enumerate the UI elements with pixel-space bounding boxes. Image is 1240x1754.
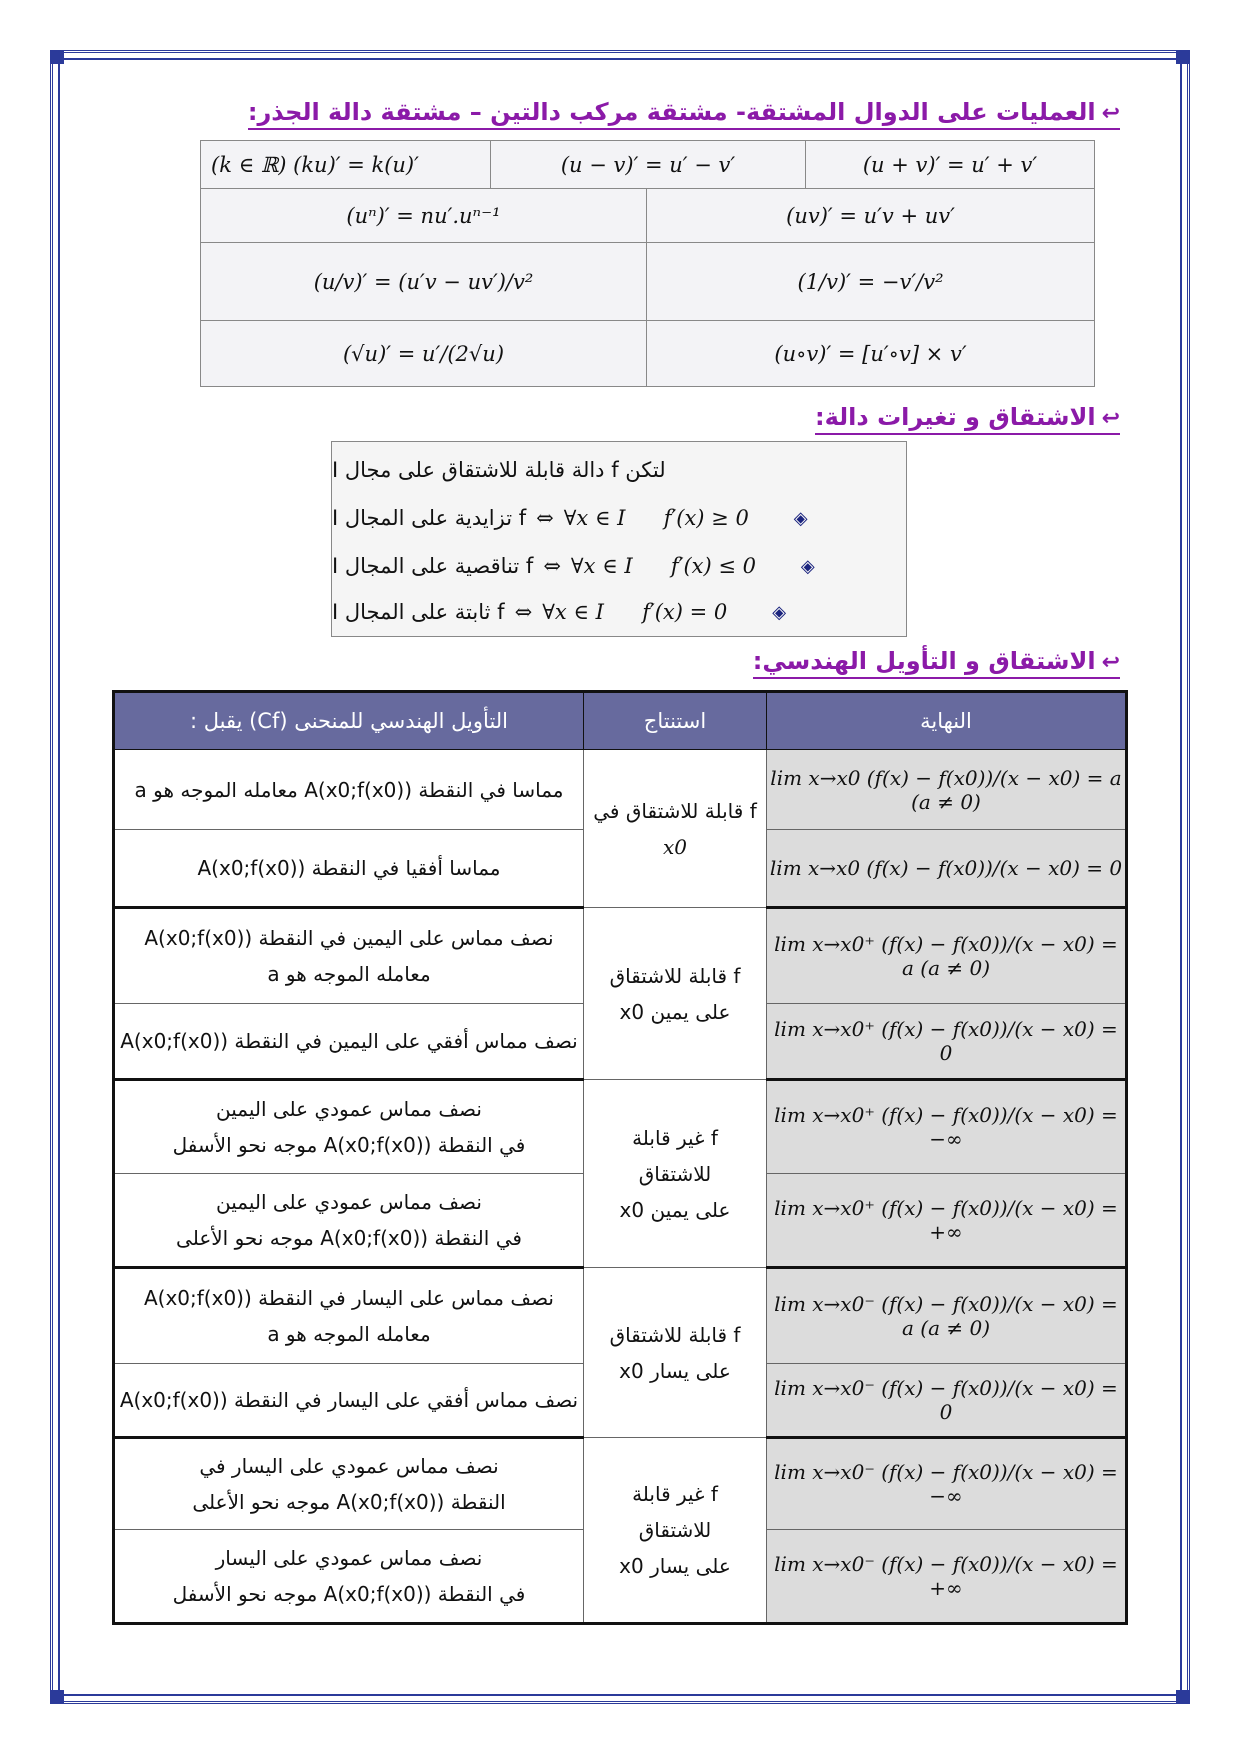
rule-cell: (u∘v)′ = [u′∘v] × v′ xyxy=(647,321,1095,387)
limit-cell xyxy=(767,1438,1127,1530)
variation-condition: f′(x) ≥ 0 xyxy=(663,506,749,530)
header-interpretation: التأويل الهندسي للمنحنى (Cf) يقبل : xyxy=(114,692,584,750)
frame-corner xyxy=(50,1690,64,1704)
frame-corner xyxy=(1176,50,1190,64)
frame-corner xyxy=(50,50,64,64)
conclusion-line: f قابلة للاشتقاق في xyxy=(593,798,757,823)
limit-expression: lim x→x0⁺ (f(x) − f(x0))/(x − x0) = 0 xyxy=(774,1017,1118,1065)
diamond-bullet-icon: ◈ xyxy=(800,555,815,577)
limit-expression: lim x→x0⁺ (f(x) − f(x0))/(x − x0) = −∞ xyxy=(774,1103,1118,1151)
interpretation-line: نصف مماس عمودي على اليمين xyxy=(216,1097,482,1121)
interpretation-cell xyxy=(114,750,584,830)
rule-cell: (u/v)′ = (u′v − uv′)/v² xyxy=(201,243,647,321)
interpretation-cell xyxy=(114,1080,584,1174)
limit-expression: lim x→x0⁺ (f(x) − f(x0))/(x − x0) = a (a ≠ 0) xyxy=(774,932,1118,980)
variation-intro-text: لتكن f دالة قابلة للاشتقاق على مجال I xyxy=(332,458,666,482)
section1-heading xyxy=(248,98,1120,130)
limit-expression: lim x→x0⁺ (f(x) − f(x0))/(x − x0) = +∞ xyxy=(774,1196,1118,1244)
interpretation-line: معامله الموجه هو a xyxy=(267,962,431,986)
variation-condition: f′(x) ≤ 0 xyxy=(670,554,756,578)
limit-cell xyxy=(767,1174,1127,1268)
rule-cell: (1/v)′ = −v′/v² xyxy=(647,243,1095,321)
conclusion-line: f قابلة للاشتقاق xyxy=(609,1322,741,1347)
conclusion-cell xyxy=(584,1268,767,1438)
limit-cell xyxy=(767,1004,1127,1080)
variation-row xyxy=(332,498,906,538)
variation-result: f تناقصية على المجال I xyxy=(332,554,534,578)
limit-cell xyxy=(767,908,1127,1004)
variation-quantifier: ∀x ∈ I xyxy=(563,506,626,530)
rule-cell: (k ∈ ℝ) (ku)′ = k(u)′ xyxy=(201,141,491,189)
conclusion-line: على يمين x0 xyxy=(619,999,731,1024)
limit-expression: lim x→x0⁻ (f(x) − f(x0))/(x − x0) = +∞ xyxy=(774,1552,1118,1600)
rule-cell: (uⁿ)′ = nu′.uⁿ⁻¹ xyxy=(201,189,647,243)
interpretation-line: مماسا في النقطة A(x0;f(x0)) معامله الموجه هو a xyxy=(134,777,564,802)
limit-cell xyxy=(767,1530,1127,1624)
interpretation-line: نصف مماس أفقي على اليمين في النقطة A(x0;f(x0)) xyxy=(120,1029,578,1053)
section1-title: العمليات على الدوال المشتقة- مشتقة مركب دالتين – مشتقة دالة الجذر: xyxy=(247,98,1096,126)
limit-expression: lim x→x0⁻ (f(x) − f(x0))/(x − x0) = a (a ≠ 0) xyxy=(774,1292,1118,1340)
interpretation-line: نصف مماس عمودي على اليسار في xyxy=(199,1454,499,1478)
return-arrow-icon: ↩ xyxy=(1101,101,1120,126)
diamond-bullet-icon: ◈ xyxy=(772,601,787,623)
section2-heading xyxy=(815,403,1120,435)
variation-box xyxy=(331,441,907,637)
interpretation-cell xyxy=(114,830,584,908)
section2-title: الاشتقاق و تغيرات دالة: xyxy=(815,403,1096,431)
rule-cell: (√u)′ = u′/(2√u) xyxy=(201,321,647,387)
limit-expression: lim x→x0 (f(x) − f(x0))/(x − x0) = a (a ≠ 0) xyxy=(770,765,1122,814)
conclusion-line: على يسار x0 xyxy=(619,1358,731,1383)
equivalence-sign: ⇔ xyxy=(536,506,554,530)
header-limit: النهاية xyxy=(767,692,1127,750)
conclusion-cell xyxy=(584,1438,767,1624)
conclusion-line: للاشتقاق xyxy=(638,1161,712,1186)
section3-title: الاشتقاق و التأويل الهندسي: xyxy=(752,647,1096,675)
equivalence-sign: ⇔ xyxy=(543,554,561,578)
limit-cell xyxy=(767,1080,1127,1174)
interpretation-line: في النقطة A(x0;f(x0)) موجه نحو الأعلى xyxy=(176,1226,522,1250)
equivalence-sign: ⇔ xyxy=(514,600,533,624)
limit-expression: lim x→x0⁻ (f(x) − f(x0))/(x − x0) = −∞ xyxy=(774,1460,1118,1508)
interpretation-line: نصف مماس عمودي على اليمين xyxy=(216,1190,482,1214)
conclusion-cell xyxy=(584,750,767,908)
diamond-bullet-icon: ◈ xyxy=(793,507,808,529)
conclusion-line: للاشتقاق xyxy=(638,1518,712,1542)
limit-cell xyxy=(767,830,1127,908)
interpretation-cell xyxy=(114,1364,584,1438)
conclusion-line: x0 xyxy=(662,834,687,859)
interpretation-line: نصف مماس عمودي على اليسار xyxy=(215,1546,483,1570)
return-arrow-icon: ↩ xyxy=(1101,650,1120,675)
limit-cell xyxy=(767,1268,1127,1364)
interpretation-cell xyxy=(114,908,584,1004)
interpretation-line: نصف مماس على اليسار في النقطة A(x0;f(x0)) xyxy=(143,1286,554,1310)
interpretation-cell xyxy=(114,1268,584,1364)
variation-quantifier: ∀x ∈ I xyxy=(570,554,633,578)
variation-row xyxy=(332,546,906,586)
interpretation-cell xyxy=(114,1530,584,1624)
interpretation-line: في النقطة A(x0;f(x0)) موجه نحو الأسفل xyxy=(172,1133,526,1157)
variation-intro xyxy=(332,450,906,490)
conclusion-line: على يمين x0 xyxy=(619,1197,731,1222)
interpretation-cell xyxy=(114,1438,584,1530)
conclusion-line: f غير قابلة xyxy=(632,1482,718,1506)
conclusion-line: f غير قابلة xyxy=(632,1125,718,1150)
variation-result: f ثابتة على المجال I xyxy=(332,600,505,624)
geometric-interpretation-table xyxy=(112,690,1128,1625)
interpretation-line: في النقطة A(x0;f(x0)) موجه نحو الأسفل xyxy=(172,1582,526,1606)
rule-cell: (u + v)′ = u′ + v′ xyxy=(806,141,1095,189)
frame-corner xyxy=(1176,1690,1190,1704)
interpretation-line: معامله الموجه هو a xyxy=(267,1322,431,1346)
interpretation-line: مماسا أفقيا في النقطة A(x0;f(x0)) xyxy=(197,856,501,880)
variation-quantifier: ∀x ∈ I xyxy=(542,600,604,624)
interpretation-cell xyxy=(114,1174,584,1268)
interpretation-line: نصف مماس على اليمين في النقطة A(x0;f(x0)) xyxy=(144,926,554,950)
variation-result: f تزايدية على المجال I xyxy=(332,506,527,530)
header-conclusion: استنتاج xyxy=(584,692,767,750)
conclusion-cell xyxy=(584,908,767,1080)
section3-heading xyxy=(753,647,1120,679)
limit-cell xyxy=(767,1364,1127,1438)
interpretation-line: نصف مماس أفقي على اليسار في النقطة A(x0;f(x0)) xyxy=(119,1388,579,1412)
derivative-rules-table xyxy=(200,140,1095,387)
conclusion-cell xyxy=(584,1080,767,1268)
interpretation-cell xyxy=(114,1004,584,1080)
limit-expression: lim x→x0 (f(x) − f(x0))/(x − x0) = 0 xyxy=(769,856,1123,880)
conclusion-line: على يسار x0 xyxy=(619,1554,731,1578)
rule-cell: (u − v)′ = u′ − v′ xyxy=(491,141,806,189)
limit-expression: lim x→x0⁻ (f(x) − f(x0))/(x − x0) = 0 xyxy=(774,1376,1118,1424)
conclusion-line: f قابلة للاشتقاق xyxy=(609,963,741,988)
rule-cell: (uv)′ = u′v + uv′ xyxy=(647,189,1095,243)
interpretation-line: النقطة A(x0;f(x0)) موجه نحو الأعلى xyxy=(192,1490,506,1514)
variation-condition: f′(x) = 0 xyxy=(642,600,728,624)
return-arrow-icon: ↩ xyxy=(1101,406,1120,431)
limit-cell xyxy=(767,750,1127,830)
variation-row xyxy=(332,592,906,632)
